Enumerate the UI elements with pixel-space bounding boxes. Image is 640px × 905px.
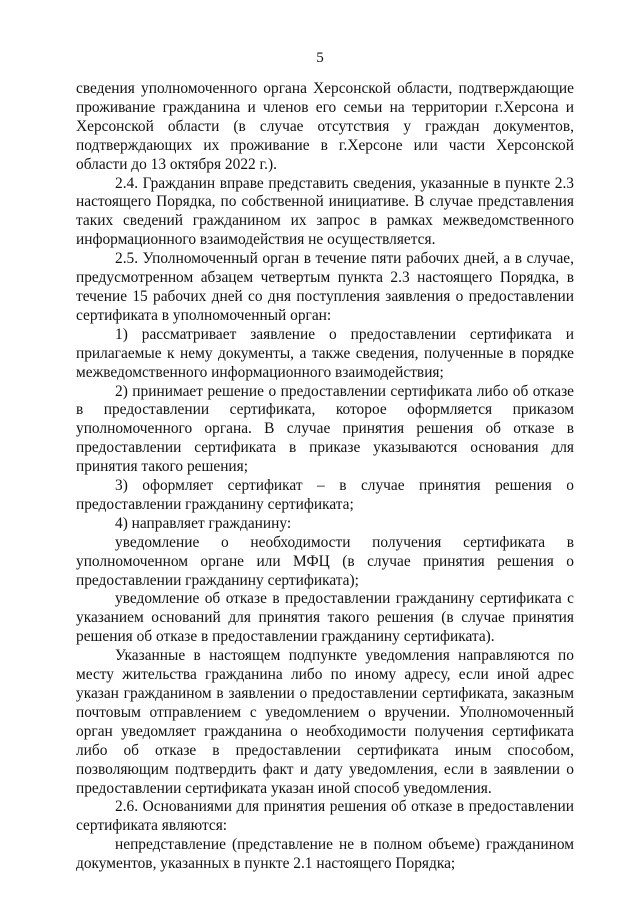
- paragraph-notice-certificate: уведомление о необходимости получения сертификата в уполномоченном органе или МФЦ (в случае принятия решения о предоставлении гражданину сертификата);: [76, 533, 574, 589]
- paragraph-2-5-item-3: 3) оформляет сертификат – в случае принятия решения о предоставлении гражданину сертификата;: [76, 477, 574, 513]
- paragraph-2-6: 2.6. Основаниями для принятия решения об отказе в предоставлении сертификата являются:: [76, 798, 574, 835]
- paragraph-2-4: 2.4. Гражданин вправе представить сведения, указанные в пункте 2.3 настоящего Порядка, по собственной инициативе. В случае представления таких сведений гражданином их запрос в рамках межведомственного информационного взаимодействия не осуществляется.: [76, 174, 574, 249]
- paragraph-2-5-item-4: 4) направляет гражданину:: [115, 514, 292, 532]
- paragraph-2-6-reason-1: непредставление (представление не в полном объеме) гражданином документов, указанных в пункте 2.1 настоящего Порядка;: [76, 836, 574, 873]
- paragraph-residence-info: сведения уполномоченного органа Херсонской области, подтверждающие проживание гражданина и членов его семьи на территории г.Херсона и Херсонской области (в случае отсутствия у граждан документов, подтверждающих их проживание в г.Херсоне или части Херсонской области до 13 октября 2022 г.).: [76, 80, 574, 173]
- paragraph-2-5-item-1: 1) рассматривает заявление о предоставлении сертификата и прилагаемые к нему документы, а также сведения, полученные в порядке межведомственного информационного взаимодействия;: [76, 325, 574, 381]
- paragraph-notice-refusal: уведомление об отказе в предоставлении гражданину сертификата с указанием оснований для принятия такого решения (в случае принятия решения об отказе в предоставлении гражданину сертификата).: [76, 590, 574, 646]
- paragraph-2-5: 2.5. Уполномоченный орган в течение пяти рабочих дней, а в случае, предусмотренном абзацем четвертым пункта 2.3 настоящего Порядка, в течение 15 рабочих дней со дня поступления заявления о предоставлении сертификата в уполномоченный орган:: [76, 250, 574, 324]
- paragraph-2-5-item-2: 2) принимает решение о предоставлении сертификата либо об отказе в предоставлении сертификата, которое оформляется приказом уполномоченного органа. В случае принятия решения об отказе в предоставлении сертификата в приказе указываются основания для принятия такого решения;: [76, 382, 574, 476]
- page-number: 5: [316, 50, 324, 66]
- document-body: [76, 80, 574, 874]
- paragraph-notice-delivery: Указанные в настоящем подпункте уведомления направляются по месту жительства гражданина либо по иному адресу, если иной адрес указан гражданином в заявлении о предоставлении сертификата, заказным почтовым отправлением с уведомлением о вручении. Уполномоченный орган уведомляет гражданина о необходимости получения сертификата либо об отказе в предоставлении сертификата иным способом, позволяющим подтвердить факт и дату уведомления, если в заявлении о предоставлении сертификата указан иной способ уведомления.: [76, 647, 574, 797]
